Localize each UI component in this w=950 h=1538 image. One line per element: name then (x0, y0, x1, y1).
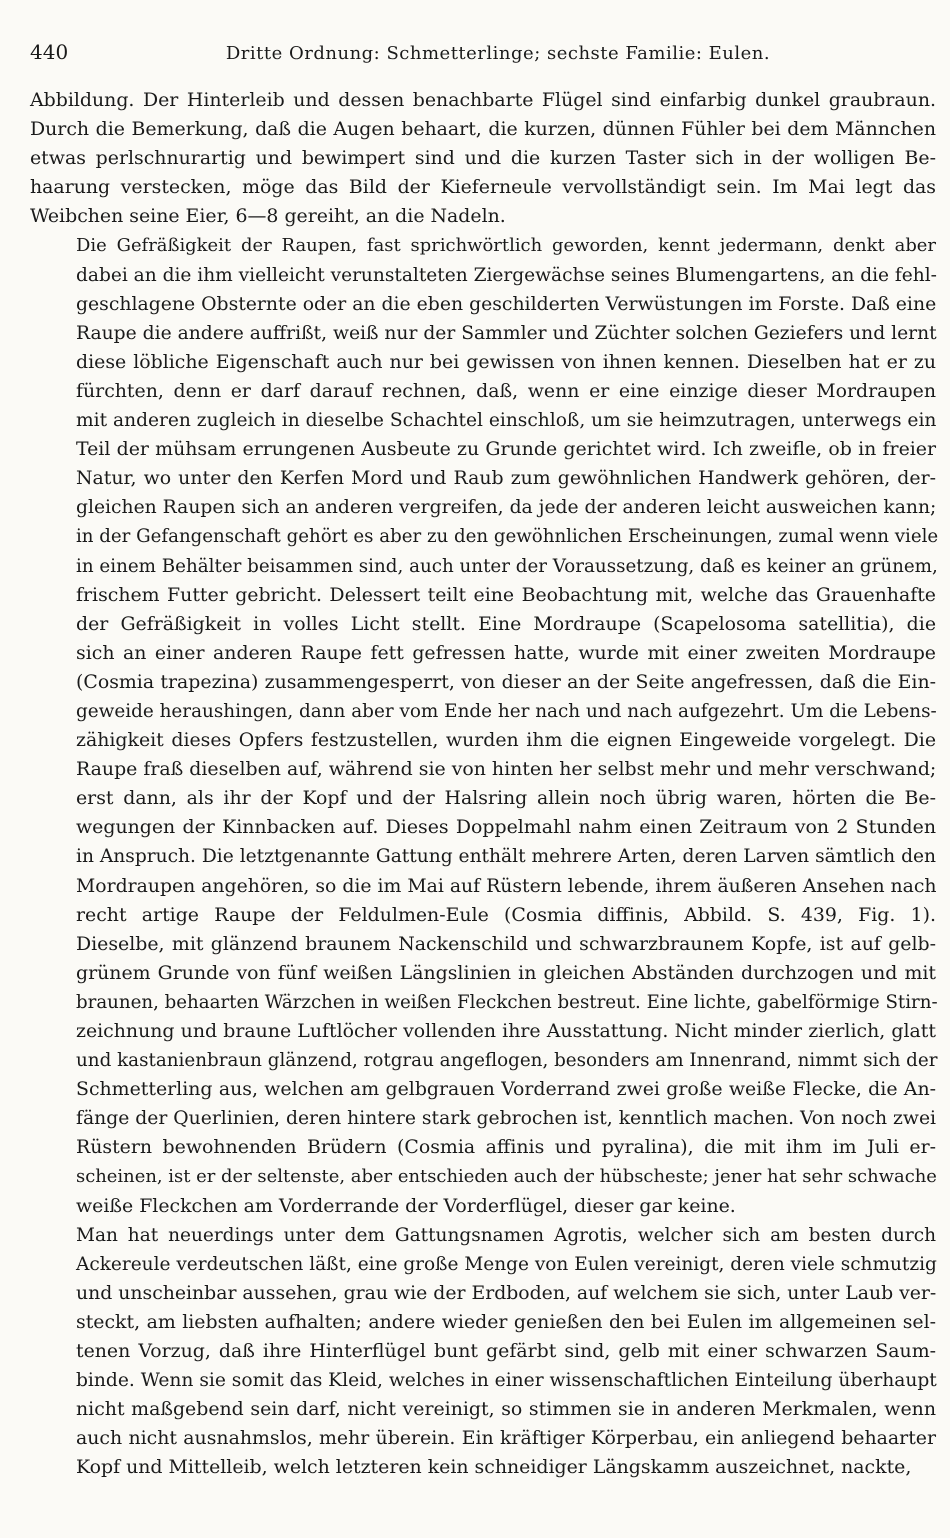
text-line: nicht maßgebend sein darf, nicht vereinigt, so stimmen sie in anderen Merkmalen, wenn (76, 1398, 936, 1421)
running-title: Dritte Ordnung: Schmetterlinge; sechste Familie: Eulen. (225, 43, 771, 64)
text-line: in Anspruch. Die letztgenannte Gattung enthält mehrere Arten, deren Larven sämtlich den (76, 846, 936, 868)
text-line: geweide heraushingen, dann aber vom Ende her nach und nach aufgezehrt. Um die Lebens- (76, 700, 937, 722)
text-line: Ackereule verdeutschen läßt, eine große Menge von Eulen vereinigt, deren viele schmutzig (76, 1253, 937, 1275)
text-line: weiße Fleckchen am Vorderrande der Vorderflügel, dieser gar keine. (76, 1194, 736, 1217)
text-line: und unscheinbar aussehen, grau wie der Erdboden, auf welchem sie sich, unter Laub ver- (76, 1282, 937, 1304)
text-line: fürchten, denn er darf darauf rechnen, daß, wenn er eine einzige dieser Mordraupen (76, 379, 936, 402)
text-line: Raupe die andere auffrißt, weiß nur der Sammler und Züchter solchen Geziefers und lernt (76, 322, 937, 344)
text-line: dabei an die ihm vielleicht verunstalteten Ziergewächse seines Blumengartens, an die fehl- (76, 264, 937, 286)
text-line: tenen Vorzug, daß ihre Hinterflügel bunt gefärbt sind, gelb mit einer schwarzen Saum- (76, 1340, 936, 1363)
text-line: Weibchen seine Eier, 6—8 gereiht, an die Nadeln. (30, 205, 506, 228)
text-line: geschlagene Obsternte oder an die eben geschilderten Verwüstungen im Forste. Daß eine (76, 293, 937, 315)
page-header (30, 40, 936, 86)
text-line: Abbildung. Der Hinterleib und dessen benachbarte Flügel sind einfarbig dunkel graubraun. (30, 89, 936, 111)
text-line: scheinen, ist er der seltenste, aber entschieden auch der hübscheste; jener hat sehr schwache (76, 1166, 937, 1188)
text-line: und kastanienbraun glänzend, rotgrau angeflogen, besonders am Innenrand, nimmt sich der (76, 1050, 938, 1072)
paragraph (30, 86, 936, 231)
text-line: binde. Wenn sie somit das Kleid, welches in einer wissenschaftlichen Einteilung überhaupt (76, 1370, 937, 1392)
text-line: in der Gefangenschaft gehört es aber zu den gewöhnlichen Erscheinungen, zumal wenn viele (76, 526, 939, 548)
paragraph (30, 231, 939, 1220)
text-line: Dieselbe, mit glänzend braunem Nackenschild und schwarzbraunem Kopfe, ist auf gelb- (76, 932, 936, 955)
text-line: Durch die Bemerkung, daß die Augen behaart, die kurzen, dünnen Fühler bei dem Männchen (30, 118, 936, 141)
text-line: Man hat neuerdings unter dem Gattungsnamen Agrotis, welcher sich am besten durch (76, 1224, 936, 1246)
text-line: sich an einer anderen Raupe fett gefressen hatte, wurde mit einer zweiten Mordraupe (76, 641, 936, 664)
text-line: grünem Grunde von fünf weißen Längslinien in gleichen Abständen durchzogen und mit (76, 961, 936, 984)
text-line: Schmetterling aus, welchen am gelbgrauen Vorderrand zwei große weiße Flecke, die An- (76, 1078, 936, 1101)
text-line: (Cosmia trapezina) zusammengesperrt, von dieser an der Seite angefressen, daß die Ein- (76, 670, 936, 693)
text-line: Kopf und Mittelleib, welch letzteren kein schneidiger Längskamm auszeichnet, nackte, (76, 1456, 912, 1479)
page-number: 440 (30, 40, 69, 64)
text-line: der Gefräßigkeit in volles Licht stellt. Eine Mordraupe (Scapelosoma satellitia), die (76, 612, 936, 635)
page-body (30, 86, 939, 1483)
text-line: etwas perlschnurartig und bewimpert sind und die kurzen Taster sich in der wolligen Be- (30, 147, 936, 170)
text-line: braunen, behaarten Wärzchen in weißen Fleckchen bestreut. Eine lichte, gabelförmige Stirn- (76, 991, 938, 1013)
text-line: auch nicht ausnahmslos, mehr überein. Ein kräftiger Körperbau, ein anliegend behaarter (76, 1427, 936, 1450)
text-line: gleichen Raupen sich an anderen vergreifen, da jede der anderen leicht ausweichen kann; (76, 497, 937, 519)
text-line: Mordraupen angehören, so die im Mai auf Rüstern lebende, ihrem äußeren Ansehen nach (76, 875, 937, 897)
text-line: Rüstern bewohnenden Brüdern (Cosmia affinis und pyralina), die mit ihm im Juli er- (76, 1136, 936, 1159)
text-line: fänge der Querlinien, deren hintere stark gebrochen ist, kenntlich machen. Von noch zwei (76, 1108, 937, 1130)
text-line: frischem Futter gebricht. Delessert teilt eine Beobachtung mit, welche das Grauenhafte (76, 583, 936, 606)
text-line: steckt, am liebsten aufhalten; andere wieder genießen den bei Eulen im allgemeinen sel- (76, 1310, 936, 1333)
text-line: in einem Behälter beisammen sind, auch unter der Voraussetzung, daß es keiner an grünem, (76, 555, 938, 577)
text-line: wegungen der Kinnbacken auf. Dieses Doppelmahl nahm einen Zeitraum von 2 Stunden (76, 816, 936, 839)
text-line: Natur, wo unter den Kerfen Mord und Raub zum gewöhnlichen Handwerk gehören, der- (76, 467, 936, 490)
text-line: Raupe fraß dieselben auf, während sie von hinten her selbst mehr und mehr verschwand; (76, 758, 937, 781)
paragraph (30, 1221, 936, 1483)
text-line: zähigkeit dieses Opfers festzustellen, wurden ihm die eignen Eingeweide vorgelegt. Die (76, 729, 936, 752)
text-line: Teil der mühsam errungenen Ausbeute zu Grunde gerichtet wird. Ich zweifle, ob in freier (76, 438, 936, 461)
text-line: mit anderen zugleich in dieselbe Schachtel einschloß, um sie heimzutragen, unterwegs ein (76, 410, 937, 432)
text-line: recht artige Raupe der Feldulmen-Eule (Cosmia diffinis, Abbild. S. 439, Fig. 1). (76, 903, 936, 926)
text-line: haarung verstecken, möge das Bild der Kieferneule vervollständigt sein. Im Mai legt das (30, 176, 936, 199)
text-line: diese löbliche Eigenschaft auch nur bei gewissen von ihnen kennen. Dieselben hat er zu (76, 350, 936, 373)
text-line: Die Gefräßigkeit der Raupen, fast sprichwörtlich geworden, kennt jedermann, denkt aber (76, 235, 936, 257)
text-line: zeichnung und braune Luftlöcher vollenden ihre Ausstattung. Nicht minder zierlich, glatt (76, 1020, 936, 1042)
text-line: erst dann, als ihr der Kopf und der Halsring allein noch übrig waren, hörten die Be- (76, 787, 936, 810)
